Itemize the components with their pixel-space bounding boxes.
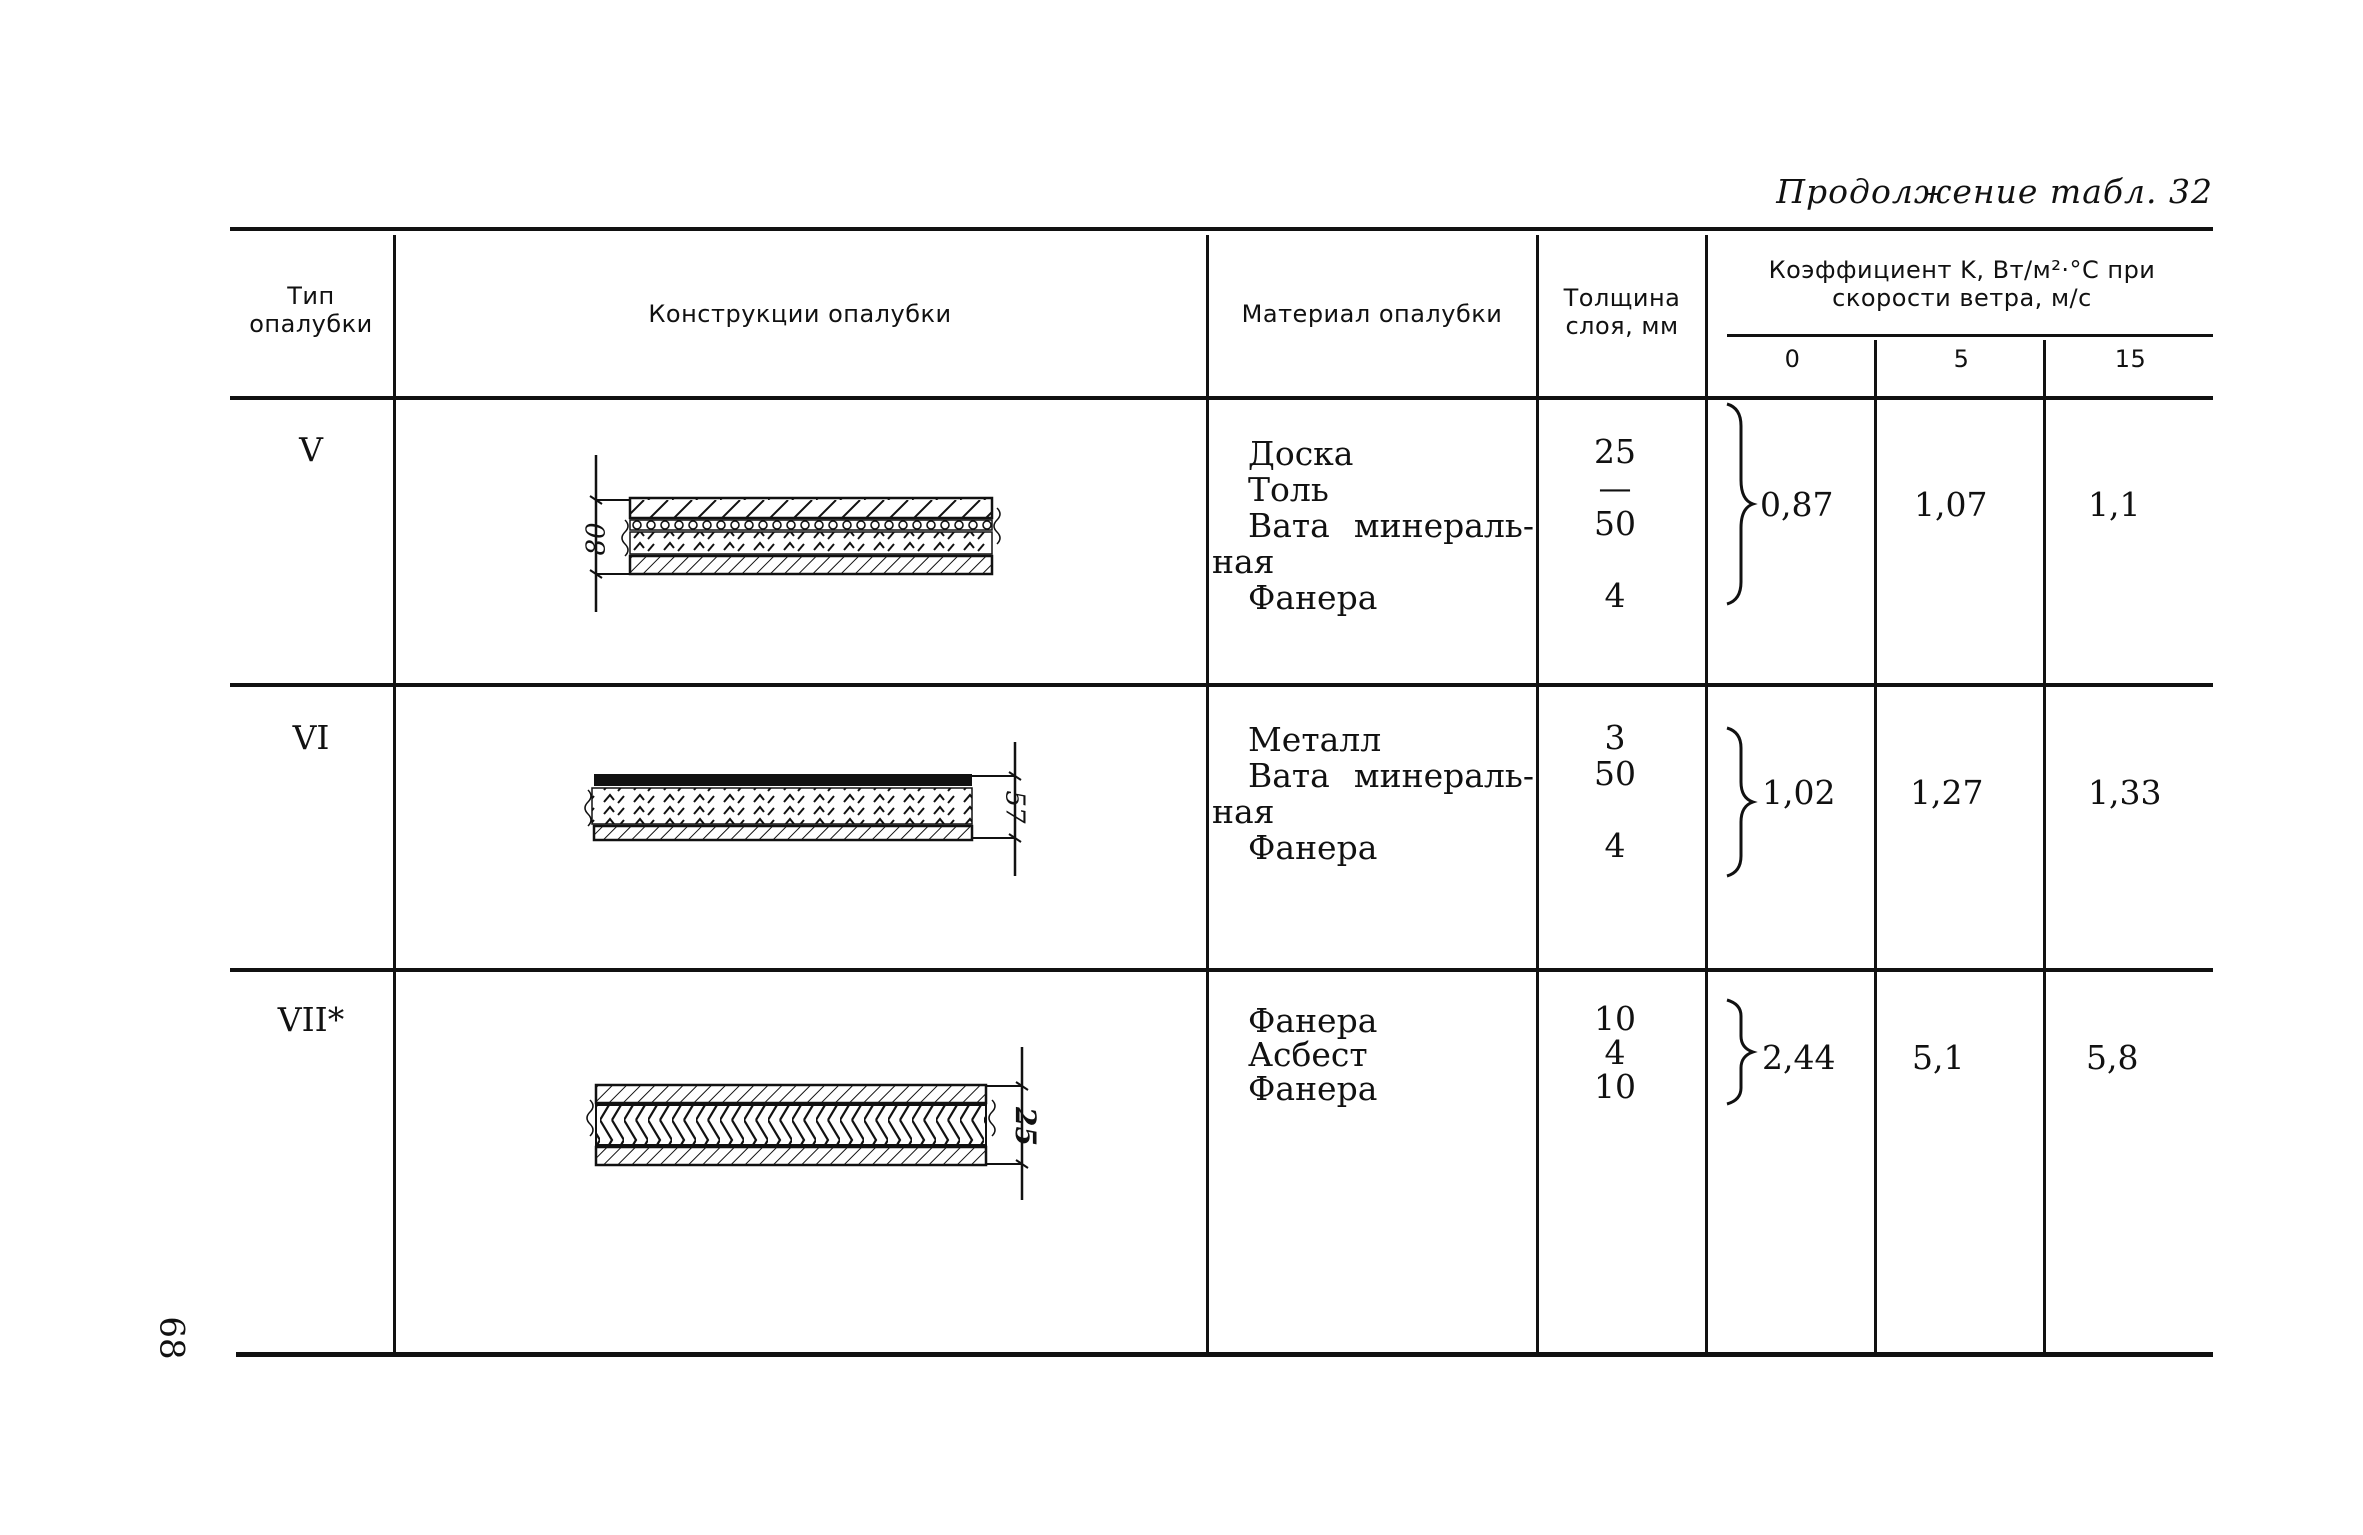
row-vi-thickness-0: 3 (1604, 718, 1626, 757)
row-vi-brace (1727, 728, 1753, 876)
row-v-type: V (299, 430, 323, 469)
row-vii-thickness-0: 10 (1594, 999, 1636, 1038)
rule-top (230, 227, 2213, 231)
row-v-thickness-1: — (1598, 468, 1632, 507)
col-divider-3 (1536, 235, 1539, 1353)
row-v-layers (590, 455, 1000, 612)
row-v-brace (1727, 404, 1753, 604)
row-vii-thickness (1560, 999, 1670, 1106)
row-vii-dimension-label: 25 (1008, 1107, 1042, 1146)
row-v-dimension-label: 80 (581, 522, 612, 556)
col-divider-1 (393, 235, 396, 1353)
rule-header-bottom (230, 396, 2213, 400)
header-construction: Конструкции опалубки (648, 300, 952, 328)
row-v-material-2 (1212, 508, 1534, 544)
row-vii-material-2: Фанера (1248, 1069, 1378, 1108)
row-vi-k-15: 1,33 (2088, 773, 2162, 812)
row-v-thickness-3: 4 (1604, 576, 1626, 615)
row-vi-k-5: 1,27 (1910, 773, 1984, 812)
header-wind-speed-15: 15 (2114, 345, 2147, 373)
header-coefficient: Коэффициент K, Вт/м²·°С при скорости ветра, м/с (1768, 256, 2156, 312)
rule-bottom (236, 1352, 2213, 1357)
row-v-thickness-0: 25 (1594, 432, 1636, 471)
row-vii-material-1: Асбест (1248, 1035, 1368, 1074)
header-material: Материал опалубки (1241, 300, 1503, 328)
row-vi-material-1 (1212, 758, 1534, 794)
row-vii-thickness-2: 10 (1594, 1067, 1636, 1106)
row-vii-material-0: Фанера (1248, 1001, 1378, 1040)
row-vii-k-0: 2,44 (1762, 1038, 1836, 1077)
row-vi-dimension-label: 57 (999, 790, 1030, 824)
header-thickness: Толщина слоя, мм (1563, 284, 1681, 340)
row-vi-layers (585, 742, 1021, 876)
header-wind-speed-5: 5 (1953, 345, 1970, 373)
row-v-k-15: 1,1 (2088, 485, 2141, 524)
row-vi-thickness (1560, 720, 1670, 864)
col-divider-4 (1705, 235, 1708, 1353)
row-vii-materials (1212, 1001, 1534, 1108)
row-v-material-2-b: минераль- (1353, 506, 1534, 545)
row-v-material-3: Фанера (1248, 578, 1378, 617)
row-v-material-0: Доска (1248, 434, 1354, 473)
header-wind-speed-0: 0 (1784, 345, 1801, 373)
row-vi-k-0: 1,02 (1762, 773, 1836, 812)
page-number: 68 (151, 1316, 192, 1360)
row-v-thickness (1560, 434, 1670, 614)
row-v-material-2-c: ная (1212, 542, 1275, 581)
row-vii-type: VII* (277, 1000, 345, 1039)
rule-coef-sub (1727, 334, 2213, 337)
row-vi-thickness-1: 50 (1594, 754, 1636, 793)
row-vi-thickness-2: 4 (1604, 826, 1626, 865)
row-v-thickness-2: 50 (1594, 504, 1636, 543)
row-vi-material-0: Металл (1248, 720, 1382, 759)
col-divider-2 (1206, 235, 1209, 1353)
row-v-material-1: Толь (1248, 470, 1329, 509)
table-caption: Продолжение табл. 32 (1776, 172, 2213, 211)
row-vii-layers (587, 1047, 1028, 1200)
row-vii-brace (1727, 1000, 1753, 1104)
row-vii-k-15: 5,8 (2086, 1038, 2139, 1077)
row-vi-material-1-a: Вата (1248, 756, 1330, 795)
row-vii-thickness-1: 4 (1604, 1033, 1626, 1072)
row-v-k-5: 1,07 (1914, 485, 1988, 524)
row-vi-material-1-b: минераль- (1353, 756, 1534, 795)
rule-row-2 (230, 968, 2213, 972)
row-v-k-0: 0,87 (1760, 485, 1834, 524)
col-divider-6 (2043, 340, 2046, 1353)
row-vi-materials (1212, 722, 1534, 866)
row-vii-k-5: 5,1 (1912, 1038, 1965, 1077)
header-type: Тип опалубки (249, 282, 373, 338)
row-vi-material-1-c: ная (1212, 792, 1275, 831)
row-vi-material-2: Фанера (1248, 828, 1378, 867)
row-v-material-2-a: Вата (1248, 506, 1330, 545)
col-divider-5 (1874, 340, 1877, 1353)
rule-row-1 (230, 683, 2213, 687)
row-v-materials (1212, 436, 1534, 616)
row-vi-type: VI (292, 718, 330, 757)
